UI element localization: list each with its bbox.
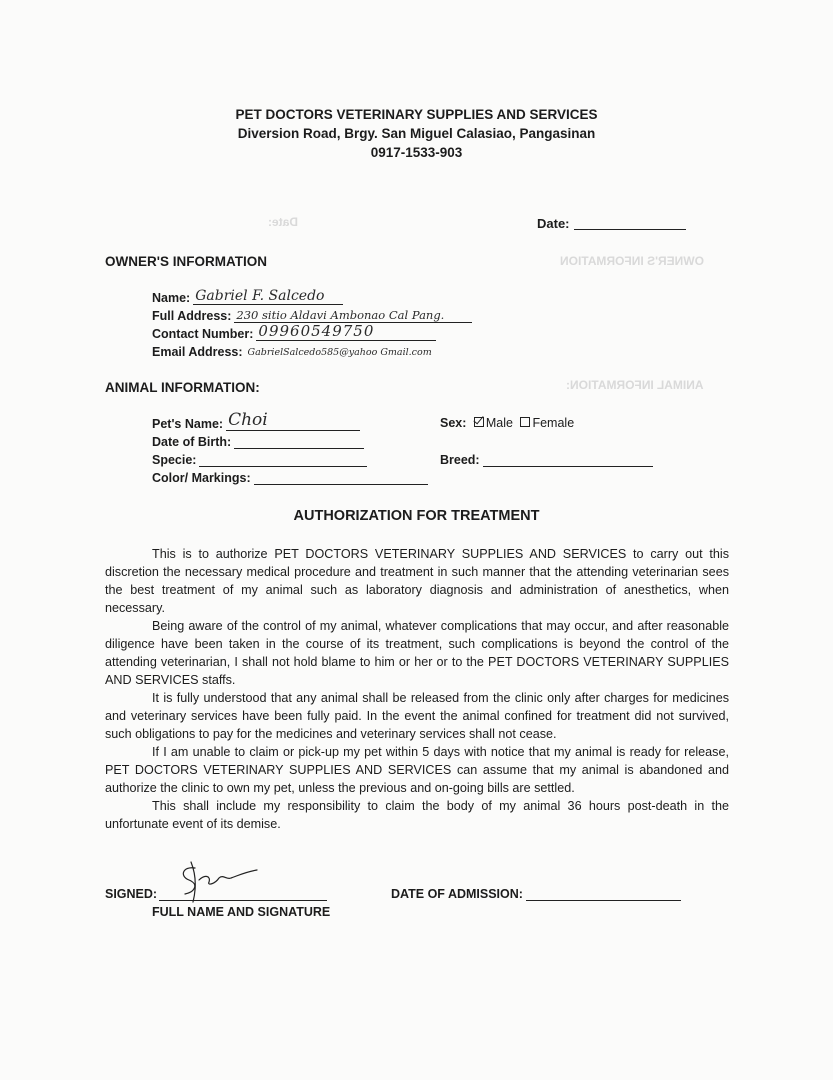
bleed-through-owner: OWNER'S INFORMATION bbox=[560, 254, 704, 268]
owner-email-line[interactable] bbox=[246, 344, 451, 359]
handwritten-signature bbox=[165, 858, 275, 904]
male-option-label: Male bbox=[485, 416, 513, 430]
owner-contact-label: Contact Number: bbox=[152, 327, 254, 341]
signed-label: SIGNED: bbox=[105, 887, 158, 901]
signed-field[interactable] bbox=[105, 886, 327, 901]
owner-email-label: Email Address: bbox=[152, 345, 243, 359]
owner-email-field[interactable] bbox=[152, 344, 451, 359]
date-field[interactable] bbox=[537, 216, 686, 231]
owner-address-value: 230 sitio Aldavi Ambonao Cal Pang. bbox=[236, 308, 445, 322]
authorization-body bbox=[105, 545, 729, 833]
female-checkbox[interactable] bbox=[520, 417, 530, 427]
owner-section-title: OWNER'S INFORMATION bbox=[105, 254, 267, 269]
breed-label: Breed: bbox=[440, 453, 480, 467]
form-header bbox=[0, 105, 833, 162]
breed-field[interactable] bbox=[440, 452, 653, 467]
bleed-through-animal: ANIMAL INFORMATION: bbox=[566, 378, 704, 392]
pet-name-field[interactable] bbox=[152, 410, 360, 431]
color-markings-label: Color/ Markings: bbox=[152, 471, 251, 485]
dob-label: Date of Birth: bbox=[152, 435, 232, 449]
date-label: Date: bbox=[537, 216, 570, 231]
animal-section-title: ANIMAL INFORMATION: bbox=[105, 380, 260, 395]
specie-label: Specie: bbox=[152, 453, 197, 467]
owner-address-line[interactable] bbox=[234, 308, 472, 323]
company-phone: 0917-1533-903 bbox=[370, 145, 463, 160]
breed-line[interactable] bbox=[483, 452, 653, 467]
dob-line[interactable] bbox=[234, 434, 364, 449]
dob-field[interactable] bbox=[152, 434, 364, 449]
owner-address-label: Full Address: bbox=[152, 309, 232, 323]
admission-date-label: DATE OF ADMISSION: bbox=[391, 887, 523, 901]
owner-name-field[interactable] bbox=[152, 290, 343, 305]
admission-date-field[interactable] bbox=[391, 886, 681, 901]
bleed-through-date: Date: bbox=[268, 215, 299, 229]
authorization-paragraph-2: Being aware of the control of my animal, whatever complications that may occur, and after reasonable diligence have been taken in the course of its treatment, such complications is beyond the control of the attending veterinarian, I shall not hold blame to him or her or to the PET DOCTORS VETERINARY SUPPLIES AND SERVICES staffs. bbox=[105, 619, 729, 687]
pet-name-line[interactable] bbox=[226, 410, 360, 431]
owner-email-value: GabrielSalcedo585@yahoo Gmail.com bbox=[247, 347, 432, 358]
authorization-paragraph-4: If I am unable to claim or pick-up my pet within 5 days with notice that my animal is ready for release, PET DOCTORS VETERINARY SUPPLIES AND SERVICES can assume that my animal is abandoned and authorize the clinic to own my pet, unless the previous and on-going bills are settled. bbox=[105, 745, 729, 795]
color-markings-line[interactable] bbox=[254, 470, 428, 485]
authorization-paragraph-5: This shall include my responsibility to claim the body of my animal 36 hours post-death in the unfortunate event of its demise. bbox=[105, 799, 729, 831]
owner-contact-value: 09960549750 bbox=[258, 322, 375, 340]
owner-contact-field[interactable] bbox=[152, 322, 436, 341]
pet-name-value: Choi bbox=[228, 410, 268, 430]
authorization-paragraph-3: It is fully understood that any animal shall be released from the clinic only after charges for medicines and veterinary services have been fully paid. In the event the animal confined for treatment did not survived, such obligations to pay for the medicines and veterinary services shall not cease. bbox=[105, 691, 729, 741]
specie-field[interactable] bbox=[152, 452, 367, 467]
specie-line[interactable] bbox=[199, 452, 367, 467]
owner-name-label: Name: bbox=[152, 291, 191, 305]
authorization-title: AUTHORIZATION FOR TREATMENT bbox=[293, 508, 540, 524]
pet-name-label: Pet's Name: bbox=[152, 417, 224, 431]
owner-name-value: Gabriel F. Salcedo bbox=[195, 288, 325, 304]
signature-line[interactable] bbox=[159, 886, 327, 901]
sex-field bbox=[440, 416, 574, 430]
admission-date-line[interactable] bbox=[526, 886, 681, 901]
male-checkbox[interactable] bbox=[474, 417, 484, 427]
date-line[interactable] bbox=[574, 216, 686, 230]
company-name: PET DOCTORS VETERINARY SUPPLIES AND SERVICES bbox=[235, 107, 598, 122]
authorization-paragraph-1: This is to authorize PET DOCTORS VETERINARY SUPPLIES AND SERVICES to carry out this discretion the necessary medical procedure and treatment in such manner that the attending veterinarian sees the best treatment of my animal such as laboratory diagnosis and administration of anesthetics, when necessary. bbox=[105, 547, 729, 615]
owner-contact-line[interactable] bbox=[256, 322, 436, 341]
female-option-label: Female bbox=[532, 416, 575, 430]
sex-label: Sex: bbox=[440, 416, 467, 430]
signature-caption: FULL NAME AND SIGNATURE bbox=[152, 905, 331, 919]
company-address: Diversion Road, Brgy. San Miguel Calasiao, Pangasinan bbox=[237, 126, 596, 141]
owner-address-field[interactable] bbox=[152, 308, 472, 323]
color-markings-field[interactable] bbox=[152, 470, 428, 485]
owner-name-line[interactable] bbox=[193, 290, 343, 305]
